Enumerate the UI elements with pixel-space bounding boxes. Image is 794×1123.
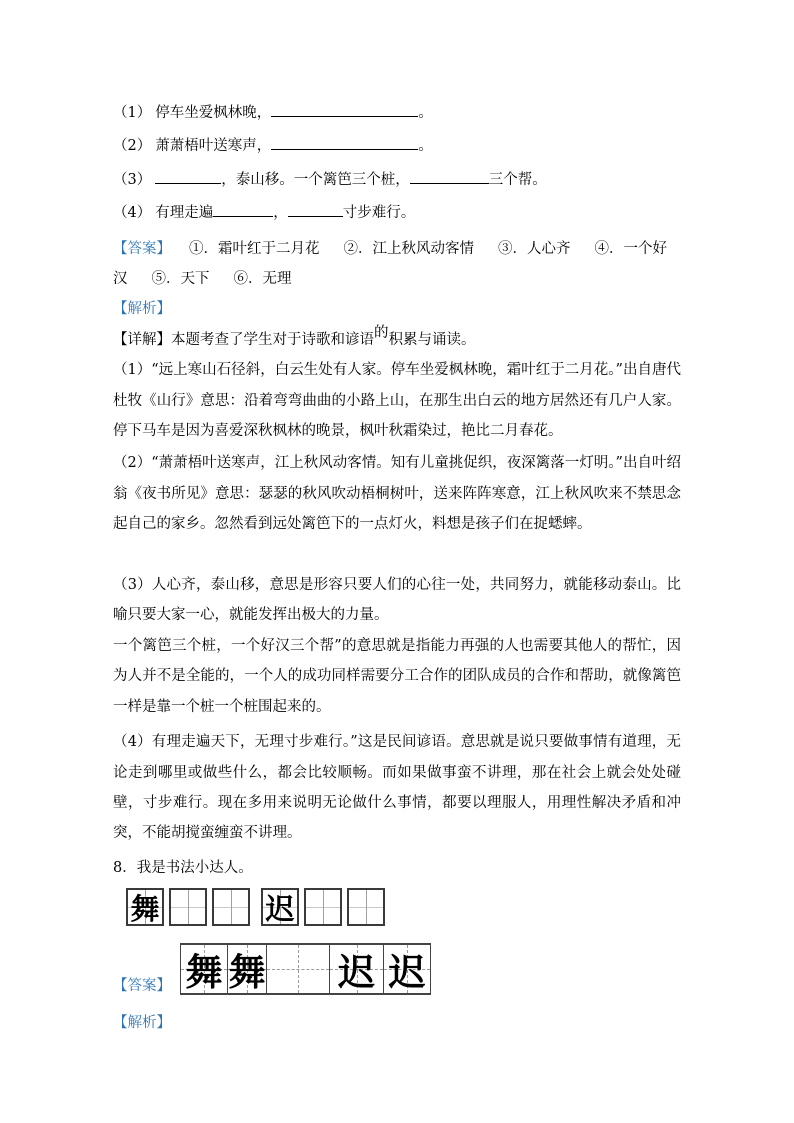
answer-item: ⑥．无理	[233, 271, 292, 288]
detail-intro-text: 本题考查了学生对于诗歌和谚语	[171, 331, 374, 348]
answer-item: ②．江上秋风动客情	[343, 240, 474, 257]
question-number: （1）	[113, 105, 152, 121]
grid-character: 迟	[338, 950, 375, 995]
answer-item: ③．人心齐	[498, 240, 571, 257]
answer-item: ①．霜叶红于二月花	[189, 240, 320, 257]
answer-strip-row	[113, 943, 681, 995]
detail-intro-raised-char: 的	[374, 324, 389, 341]
calligraphy-answer-strip	[180, 943, 431, 995]
practice-grid-cell	[347, 888, 385, 926]
question-text: 萧萧梧叶送寒声，	[155, 138, 272, 155]
blank-underline	[155, 170, 221, 184]
grid-character	[214, 890, 248, 924]
answer-label-2: 【答案】	[113, 978, 171, 995]
answer-items	[113, 241, 667, 287]
detail-paragraph: 一个篱笆三个桩，一个好汉三个帮”的意思就是指能力再强的人也需要其他人的帮忙，因为人并不是全能的，一个人的成功同样需要分工合作的团队成员的合作和帮助，就像篱笆一样是靠一个桩一个桩围起来的。	[113, 637, 681, 715]
blank-underline	[410, 170, 489, 184]
analysis-label: 【解析】	[113, 301, 171, 318]
fill-question-line	[113, 164, 681, 197]
practice-grid-cell	[304, 888, 342, 926]
answer-grid-cell	[267, 945, 330, 993]
answer-line	[113, 234, 681, 295]
detail-label: 【详解】	[113, 331, 171, 348]
detail-intro-text-end: 积累与诵读。	[388, 331, 476, 348]
blank-line	[113, 540, 681, 570]
detail-paragraph: （1）“远上寒山石径斜，白云生处有人家。停车坐爱枫林晚，霜叶红于二月花。”出自唐代杜牧《山行》意思：沿着弯弯曲曲的小路上山，在那生出白云的地方居然还有几户人家。停下马车是因为喜爱深秋枫林的晚景，枫叶秋霜染过，艳比二月春花。	[113, 362, 681, 440]
question-text: ，泰山移。一个篱笆三个桩，	[221, 171, 410, 188]
grid-character	[267, 945, 329, 993]
grid-character: 舞	[228, 950, 266, 995]
question-text: ，	[273, 205, 288, 222]
analysis-line	[113, 294, 681, 324]
grid-character	[349, 890, 383, 924]
practice-grid-cell	[212, 888, 250, 926]
detail-paragraphs-block	[113, 355, 681, 848]
practice-grid-cell	[126, 888, 164, 926]
question-number: （4）	[113, 205, 152, 222]
detail-paragraph: （4）有理走遍天下，无理寸步难行。”这是民间谚语。意思就是说只要做事情有道理，无论走到哪里或做些什么，都会比较顺畅。而如果做事蛮不讲理，那在社会上就会处处碰壁，寸步难行。现在多用来说明无论做什么事情，都要以理服人，用理性解决矛盾和冲突，不能胡搅蛮缠蛮不讲理。	[113, 734, 681, 842]
blank-underline	[271, 103, 418, 117]
question-text: 停车坐爱枫林晚，	[155, 105, 272, 121]
question-text: 。	[418, 138, 433, 155]
analysis-line-2	[113, 1008, 681, 1038]
answer-label: 【答案】	[113, 240, 171, 257]
grid-character: 迟	[265, 891, 295, 926]
calligraphy-practice-grids	[126, 888, 681, 926]
grid-character: 舞	[185, 950, 223, 995]
fill-question-line	[113, 197, 681, 230]
blank-underline	[288, 203, 343, 217]
document-content	[113, 97, 681, 1039]
answer-grid-cell	[228, 945, 267, 993]
answer-grid-cell	[384, 945, 431, 993]
practice-grid-cell	[261, 888, 299, 926]
fill-in-questions-block	[113, 97, 681, 231]
grid-character	[306, 890, 340, 924]
grid-character	[171, 890, 205, 924]
blank-underline	[271, 136, 418, 150]
question-number: （3）	[113, 171, 152, 188]
analysis-label-2: 【解析】	[113, 1015, 171, 1032]
question-8-line	[113, 853, 681, 883]
detail-paragraph: （2）“萧萧梧叶送寒声，江上秋风动客情。知有儿童挑促织，夜深篱落一灯明。”出自叶绍翁《夜书所见》意思：瑟瑟的秋风吹动梧桐树叶，送来阵阵寒意，江上秋风吹来不禁思念起自己的家乡。忽然看到远处篱笆下的一点灯火，料想是孩子们在捉蟋蟀。	[113, 455, 681, 533]
question-number: （2）	[113, 138, 152, 155]
question-text: 有理走遍	[155, 205, 214, 222]
fill-question-line	[113, 130, 681, 163]
answer-grid-cell	[330, 945, 384, 993]
detail-intro-line	[113, 325, 681, 355]
blank-underline	[213, 203, 273, 217]
question-text: 寸步难行。	[342, 205, 416, 222]
practice-grid-cell	[169, 888, 207, 926]
grid-character: 舞	[130, 891, 160, 926]
question-8-text: 我是书法小达人。	[136, 859, 253, 876]
answer-item: ⑤．天下	[151, 271, 210, 288]
answer-grid-cell	[181, 945, 228, 993]
question-8-number: 8．	[113, 859, 137, 876]
answer-item: ④．一个好汉	[113, 240, 667, 288]
detail-paragraph: （3）人心齐，泰山移，意思是形容只要人们的心往一处，共同努力，就能移动泰山。比喻只要大家一心，就能发挥出极大的力量。	[113, 577, 681, 624]
question-text: 三个帮。	[488, 171, 547, 188]
grid-character: 迟	[388, 950, 426, 995]
question-text: 。	[418, 105, 433, 121]
fill-question-line	[113, 97, 681, 130]
